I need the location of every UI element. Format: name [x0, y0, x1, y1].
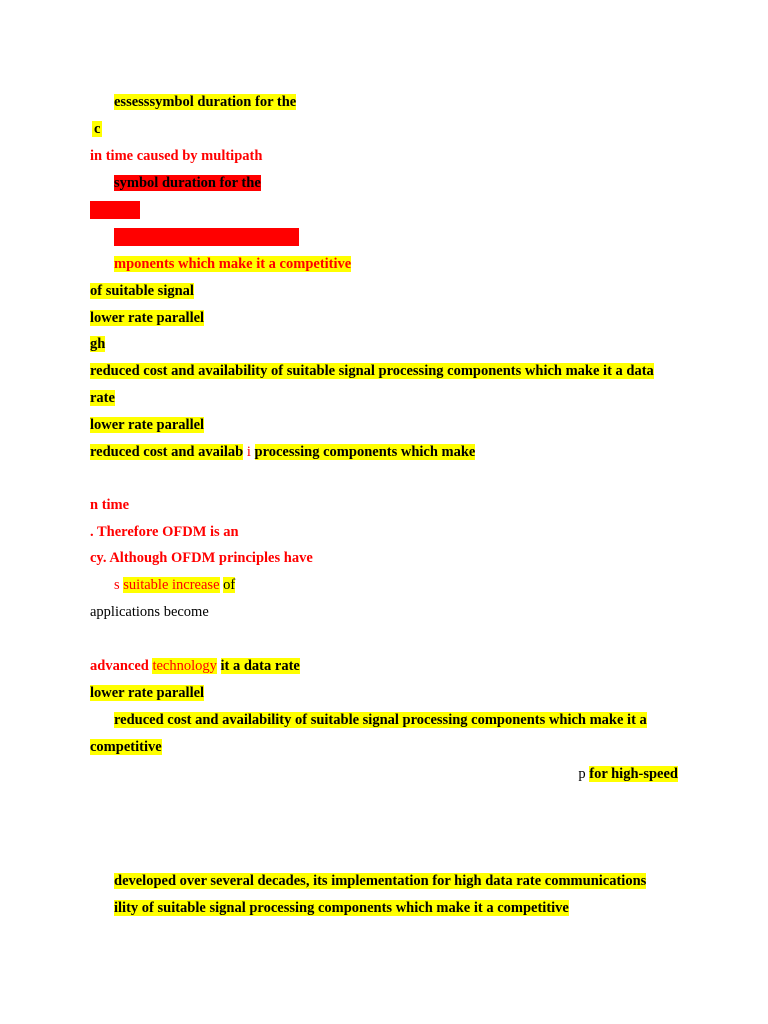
text-line-21 [114, 711, 647, 729]
text-line-7 [90, 282, 194, 300]
text-line-11 [90, 389, 115, 407]
text-line-15 [90, 523, 239, 541]
highlighted-text: reduced cost and availability of suitable signal processing components which make it a data [90, 363, 654, 379]
highlighted-text: it a data rate [220, 658, 300, 674]
text-line-25 [114, 899, 569, 917]
highlighted-text: reduced cost and availab [90, 444, 244, 460]
text-line-10 [90, 362, 654, 380]
highlighted-text: technology [152, 658, 217, 674]
highlighted-text: rate [90, 390, 115, 406]
highlighted-text: lower rate parallel [90, 310, 205, 326]
red-text: . Therefore OFDM is an [90, 524, 239, 540]
text-line-2 [92, 120, 102, 138]
text-line-13 [90, 443, 475, 461]
highlighted-text: developed over several decades, its implementation for high data rate communications [114, 873, 647, 889]
text-line-24 [114, 872, 646, 890]
highlighted-text: suitable increase [123, 577, 220, 593]
text-line-9 [90, 335, 105, 353]
plain-text: applications become [90, 604, 209, 620]
text-line-23 [578, 765, 678, 783]
highlighted-text: lower rate parallel [90, 417, 205, 433]
highlighted-text: ility of suitable signal processing components which make it a competitive [114, 900, 569, 916]
red-text: i [246, 444, 251, 460]
text-line-3 [90, 147, 262, 165]
highlighted-text: of [223, 577, 236, 593]
red-text: n time [90, 497, 130, 513]
text-line-1 [114, 93, 296, 111]
text-line-14 [90, 496, 129, 514]
red-text: in time caused by multipath [90, 148, 263, 164]
plain-text: p [578, 766, 586, 782]
highlighted-text: reduced cost and availability of suitable signal processing components which make it a [114, 712, 647, 728]
red-text: s [114, 577, 120, 593]
text-line-6 [114, 255, 351, 273]
text-line-18 [90, 603, 209, 621]
red-highlight-block [114, 228, 299, 246]
highlighted-text: c [94, 121, 101, 137]
highlighted-text: lower rate parallel [90, 685, 205, 701]
highlighted-text: processing components which make [254, 444, 476, 460]
highlighted-text: for high-speed [589, 766, 678, 782]
text-line-12 [90, 416, 204, 434]
red-highlight-block [90, 201, 140, 219]
red-text: advanced [90, 658, 149, 674]
text-line-8 [90, 309, 204, 327]
highlighted-text: gh [90, 336, 106, 352]
text-line-22 [90, 738, 162, 756]
highlighted-text: mponents which make it a competitive [114, 256, 352, 272]
red-text: cy. Although OFDM principles have [90, 550, 313, 566]
text-line-20 [90, 684, 204, 702]
text-line-19 [90, 657, 300, 675]
highlighted-text: of suitable signal [90, 283, 194, 299]
highlighted-text: essesssymbol duration for the [114, 94, 297, 110]
text-line-4 [114, 174, 261, 192]
red-highlighted-text: symbol duration for the [114, 175, 261, 191]
text-line-17 [114, 576, 235, 594]
text-line-16 [90, 549, 313, 567]
highlighted-text: competitive [90, 739, 162, 755]
